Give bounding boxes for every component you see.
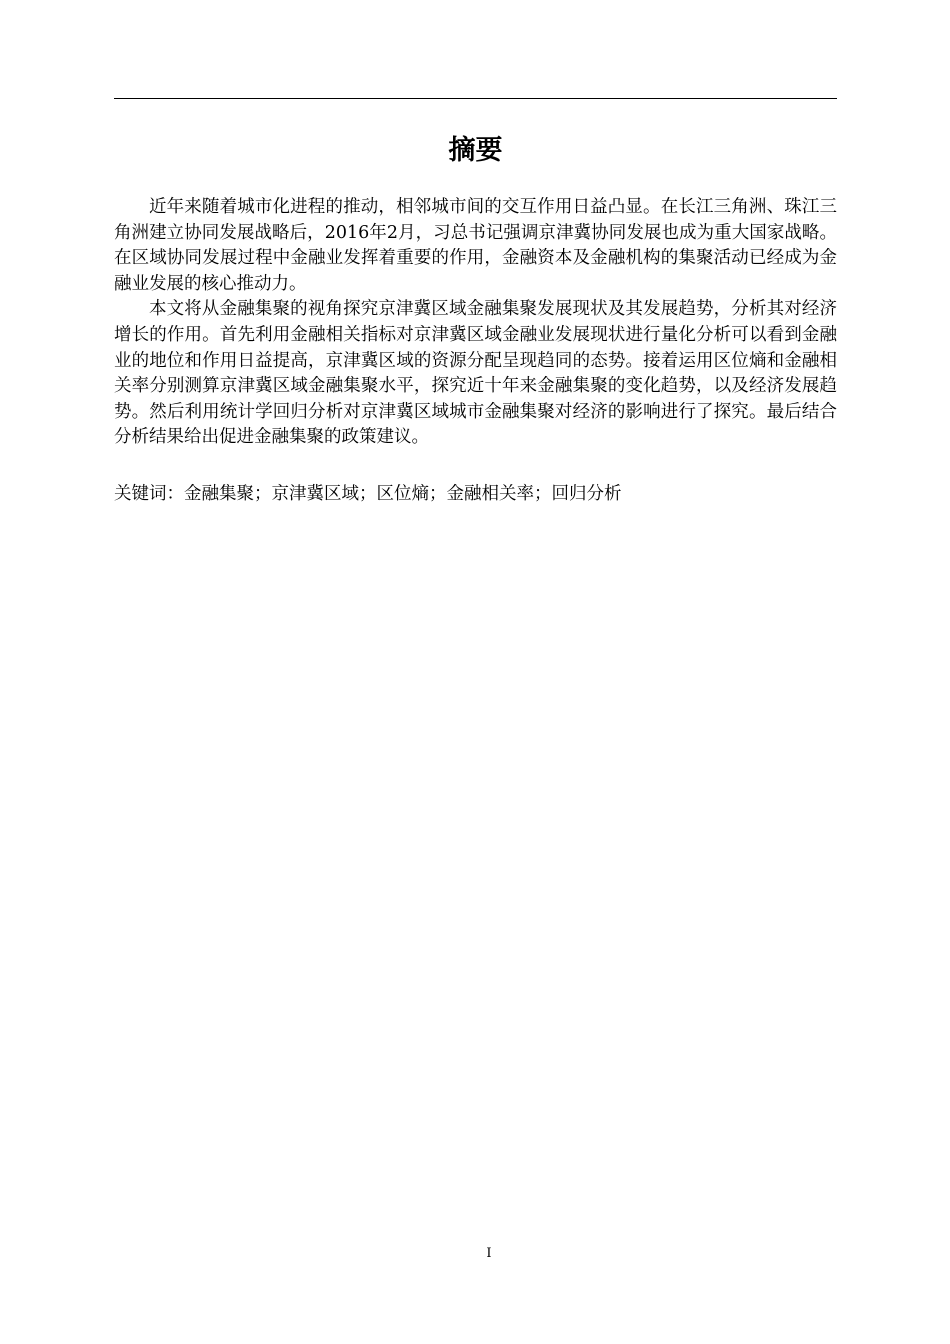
header-rule bbox=[114, 98, 837, 99]
abstract-paragraph-2: 本文将从金融集聚的视角探究京津冀区域金融集聚发展现状及其发展趋势，分析其对经济增长的作用。首先利用金融相关指标对京津冀区域金融业发展现状进行量化分析可以看到金融业的地位和作用日益提高，京津冀区域的资源分配呈现趋同的态势。接着运用区位熵和金融相关率分别测算京津冀区域金融集聚水平，探究近十年来金融集聚的变化趋势，以及经济发展趋势。然后利用统计学回归分析对京津冀区域城市金融集聚对经济的影响进行了探究。最后结合分析结果给出促进金融集聚的政策建议。 bbox=[114, 299, 837, 448]
keywords-label: 关键词： bbox=[114, 484, 184, 504]
page-number: I bbox=[486, 1246, 492, 1261]
abstract-paragraph-1: 近年来随着城市化进程的推动，相邻城市间的交互作用日益凸显。在长江三角洲、珠江三角洲建立协同发展战略后，2016年2月，习总书记强调京津冀协同发展也成为重大国家战略。在区域协同发展过程中金融业发挥着重要的作用，金融资本及金融机构的集聚活动已经成为金融业发展的核心推动力。 bbox=[114, 197, 837, 294]
keywords-line bbox=[114, 482, 837, 506]
abstract-body bbox=[114, 195, 837, 451]
keywords-list: 金融集聚；京津冀区域；区位熵；金融相关率；回归分析 bbox=[184, 484, 622, 504]
abstract-title: 摘要 bbox=[448, 135, 503, 166]
